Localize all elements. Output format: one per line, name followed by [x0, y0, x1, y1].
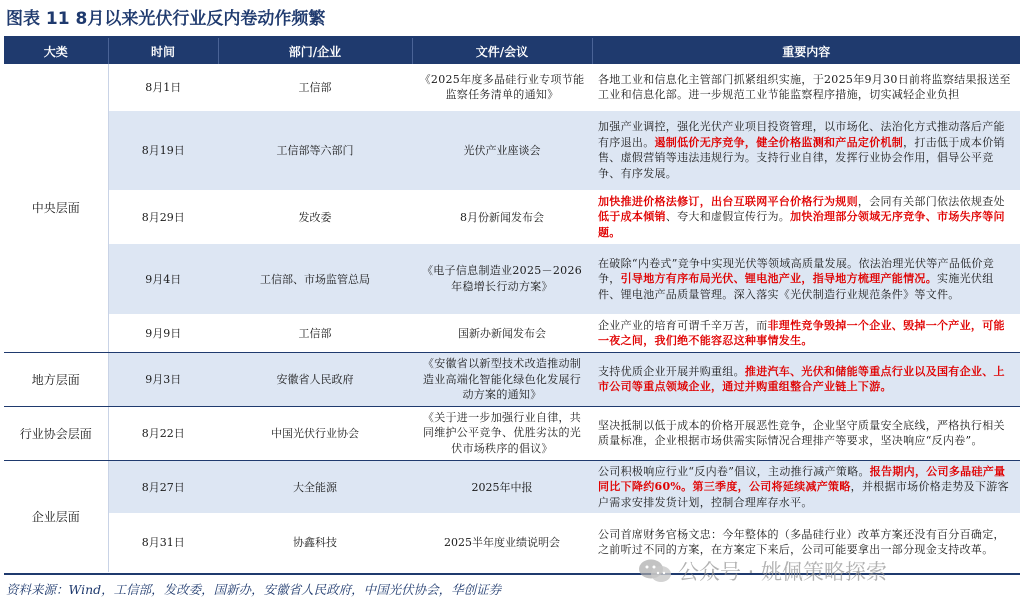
cell-doc: 8月份新闻发布会	[412, 190, 592, 243]
cell-doc: 《关于进一步加强行业自律，共同维护公平竞争、优胜劣汰的光伏市场秩序的倡议》	[412, 406, 592, 460]
cell-dept: 工信部	[218, 314, 412, 352]
content-text: ，打击低于成本价销售、虚假营销等违法违规行为。支持行业自律，发挥行业协会作用，倡导公平竞争、有序发展。	[598, 135, 1005, 180]
highlight-text: 加快治理部分领域无序竞争、市场失序等问题。	[598, 210, 1005, 239]
content-text: 公司首席财务官杨文忠：今年整体的（多晶硅行业）改革方案还没有百分百确定，之前听过不同的方案，在方案定下来后，公司可能要拿出一部分现金支持改革。	[598, 527, 1005, 557]
highlight-text: 遏制低价无序竞争，健全价格监测和产品定价机制	[654, 135, 904, 149]
cell-doc: 光伏产业座谈会	[412, 111, 592, 191]
cell-doc: 2025年中报	[412, 460, 592, 513]
cell-content	[592, 190, 1020, 243]
table-row	[4, 460, 1020, 513]
table-row	[4, 190, 1020, 243]
cell-dept: 安徽省人民政府	[218, 352, 412, 406]
cell-doc: 《电子信息制造业2025－2026年稳增长行动方案》	[412, 244, 592, 314]
content-text: 实施光伏组件、锂电池产品质量管理。深入落实《光伏制造行业规范条件》等文件。	[598, 272, 994, 301]
content-text: 企业产业的培育可谓千辛万苦，而	[598, 318, 768, 332]
table-row	[4, 111, 1020, 191]
cell-time: 9月9日	[108, 314, 218, 352]
cell-doc: 《安徽省以新型技术改造推动制造业高端化智能化绿色化发展行动方案的通知》	[412, 352, 592, 406]
cell-content	[592, 64, 1020, 111]
highlight-text: 推进汽车、光伏和储能等重点行业以及国有企业、上市公司等重点领域企业，通过并购重组整合产业链上下游。	[598, 364, 1005, 394]
highlight-text: 报告期内，公司多晶硅产量同比下降约60%。第三季度，公司将延续减产策略	[598, 464, 1006, 493]
category-association: 行业协会层面	[4, 406, 108, 460]
cell-dept: 大全能源	[218, 460, 412, 513]
content-text: 加强产业调控，强化光伏产业项目投资管理，以市场化、法治化方式推动落后产能有序退出。	[598, 120, 1005, 149]
content-text: 坚决抵制以低于成本的价格开展恶性竞争，企业坚守质量安全底线，严格执行相关质量标准，企业根据市场供需实际情况合理排产等要求，坚决响应“反内卷”。	[598, 418, 1005, 448]
cell-time: 8月27日	[108, 460, 218, 513]
cell-time: 8月19日	[108, 111, 218, 191]
cell-dept: 工信部等六部门	[218, 111, 412, 191]
table-row	[4, 406, 1020, 460]
header-content: 重要内容	[592, 38, 1020, 64]
content-text: 公司积极响应行业“反内卷”倡议，主动推行减产策略。	[598, 464, 870, 478]
watermark	[638, 556, 887, 586]
cell-time: 8月31日	[108, 513, 218, 571]
header-doc: 文件/会议	[412, 38, 592, 64]
cell-time: 8月29日	[108, 190, 218, 243]
content-text: 在破除“内卷式”竞争中实现光伏等领域高质量发展。依法治理光伏等产品低价竞争，	[598, 256, 995, 286]
cell-dept: 协鑫科技	[218, 513, 412, 571]
header-category: 大类	[4, 38, 108, 64]
cell-time: 9月3日	[108, 352, 218, 406]
cell-time: 9月4日	[108, 244, 218, 314]
cell-content	[592, 244, 1020, 314]
cell-doc: 国新办新闻发布会	[412, 314, 592, 352]
cell-dept: 中国光伏行业协会	[218, 406, 412, 460]
table-row	[4, 314, 1020, 352]
cell-content	[592, 111, 1020, 191]
content-text: 支持优质企业开展并购重组。	[598, 364, 745, 378]
highlight-text: 引导地方有序布局光伏、锂电池产业，指导地方梳理产能情况。	[620, 272, 938, 286]
policy-table	[4, 38, 1020, 572]
cell-content	[592, 314, 1020, 352]
cell-content	[592, 352, 1020, 406]
cell-content	[592, 460, 1020, 513]
highlight-text: 非理性竞争毁掉一个企业、毁掉一个产业，可能一夜之间，我们绝不能容忍这种事情发生。	[598, 318, 1005, 348]
cell-dept: 工信部、市场监管总局	[218, 244, 412, 314]
cell-time: 8月1日	[108, 64, 218, 111]
source-note: 资料来源：Wind，工信部，发改委，国新办，安徽省人民政府，中国光伏协会，华创证券	[6, 582, 502, 597]
cell-dept: 发改委	[218, 190, 412, 243]
table-header-row	[4, 38, 1020, 64]
content-text: 、夸大和虚假宣传行为。	[665, 210, 791, 224]
table-row	[4, 244, 1020, 314]
header-time: 时间	[108, 38, 218, 64]
cell-doc: 2025半年度业绩说明会	[412, 513, 592, 571]
category-enterprise: 企业层面	[4, 460, 108, 571]
cell-dept: 工信部	[218, 64, 412, 111]
watermark-text: 公众号 · 姚佩策略探索	[678, 560, 888, 584]
content-text: ，并根据市场价格走势及下游客户需求安排发货计划，控制合理库存水平。	[598, 480, 1009, 509]
cell-time: 8月22日	[108, 406, 218, 460]
content-text: ，会同有关部门依法依规查处	[857, 194, 1005, 208]
table-row	[4, 352, 1020, 406]
wechat-icon	[638, 558, 672, 584]
category-local: 地方层面	[4, 352, 108, 406]
highlight-text: 加快推进价格法修订，出台互联网平台价格行为规则	[598, 194, 858, 208]
content-text: 各地工业和信息化主管部门抓紧组织实施，于2025年9月30日前将监察结果报送至工业和信息化部。进一步规范工业节能监察程序措施，切实减轻企业负担	[598, 72, 1011, 102]
cell-doc: 《2025年度多晶硅行业专项节能监察任务清单的通知》	[412, 64, 592, 111]
cell-content	[592, 406, 1020, 460]
figure-title: 图表 11 8月以来光伏行业反内卷动作频繁	[6, 9, 326, 29]
category-central: 中央层面	[4, 64, 108, 352]
header-dept: 部门/企业	[218, 38, 412, 64]
table-row	[4, 64, 1020, 111]
highlight-text: 低于成本倾销	[598, 210, 666, 224]
